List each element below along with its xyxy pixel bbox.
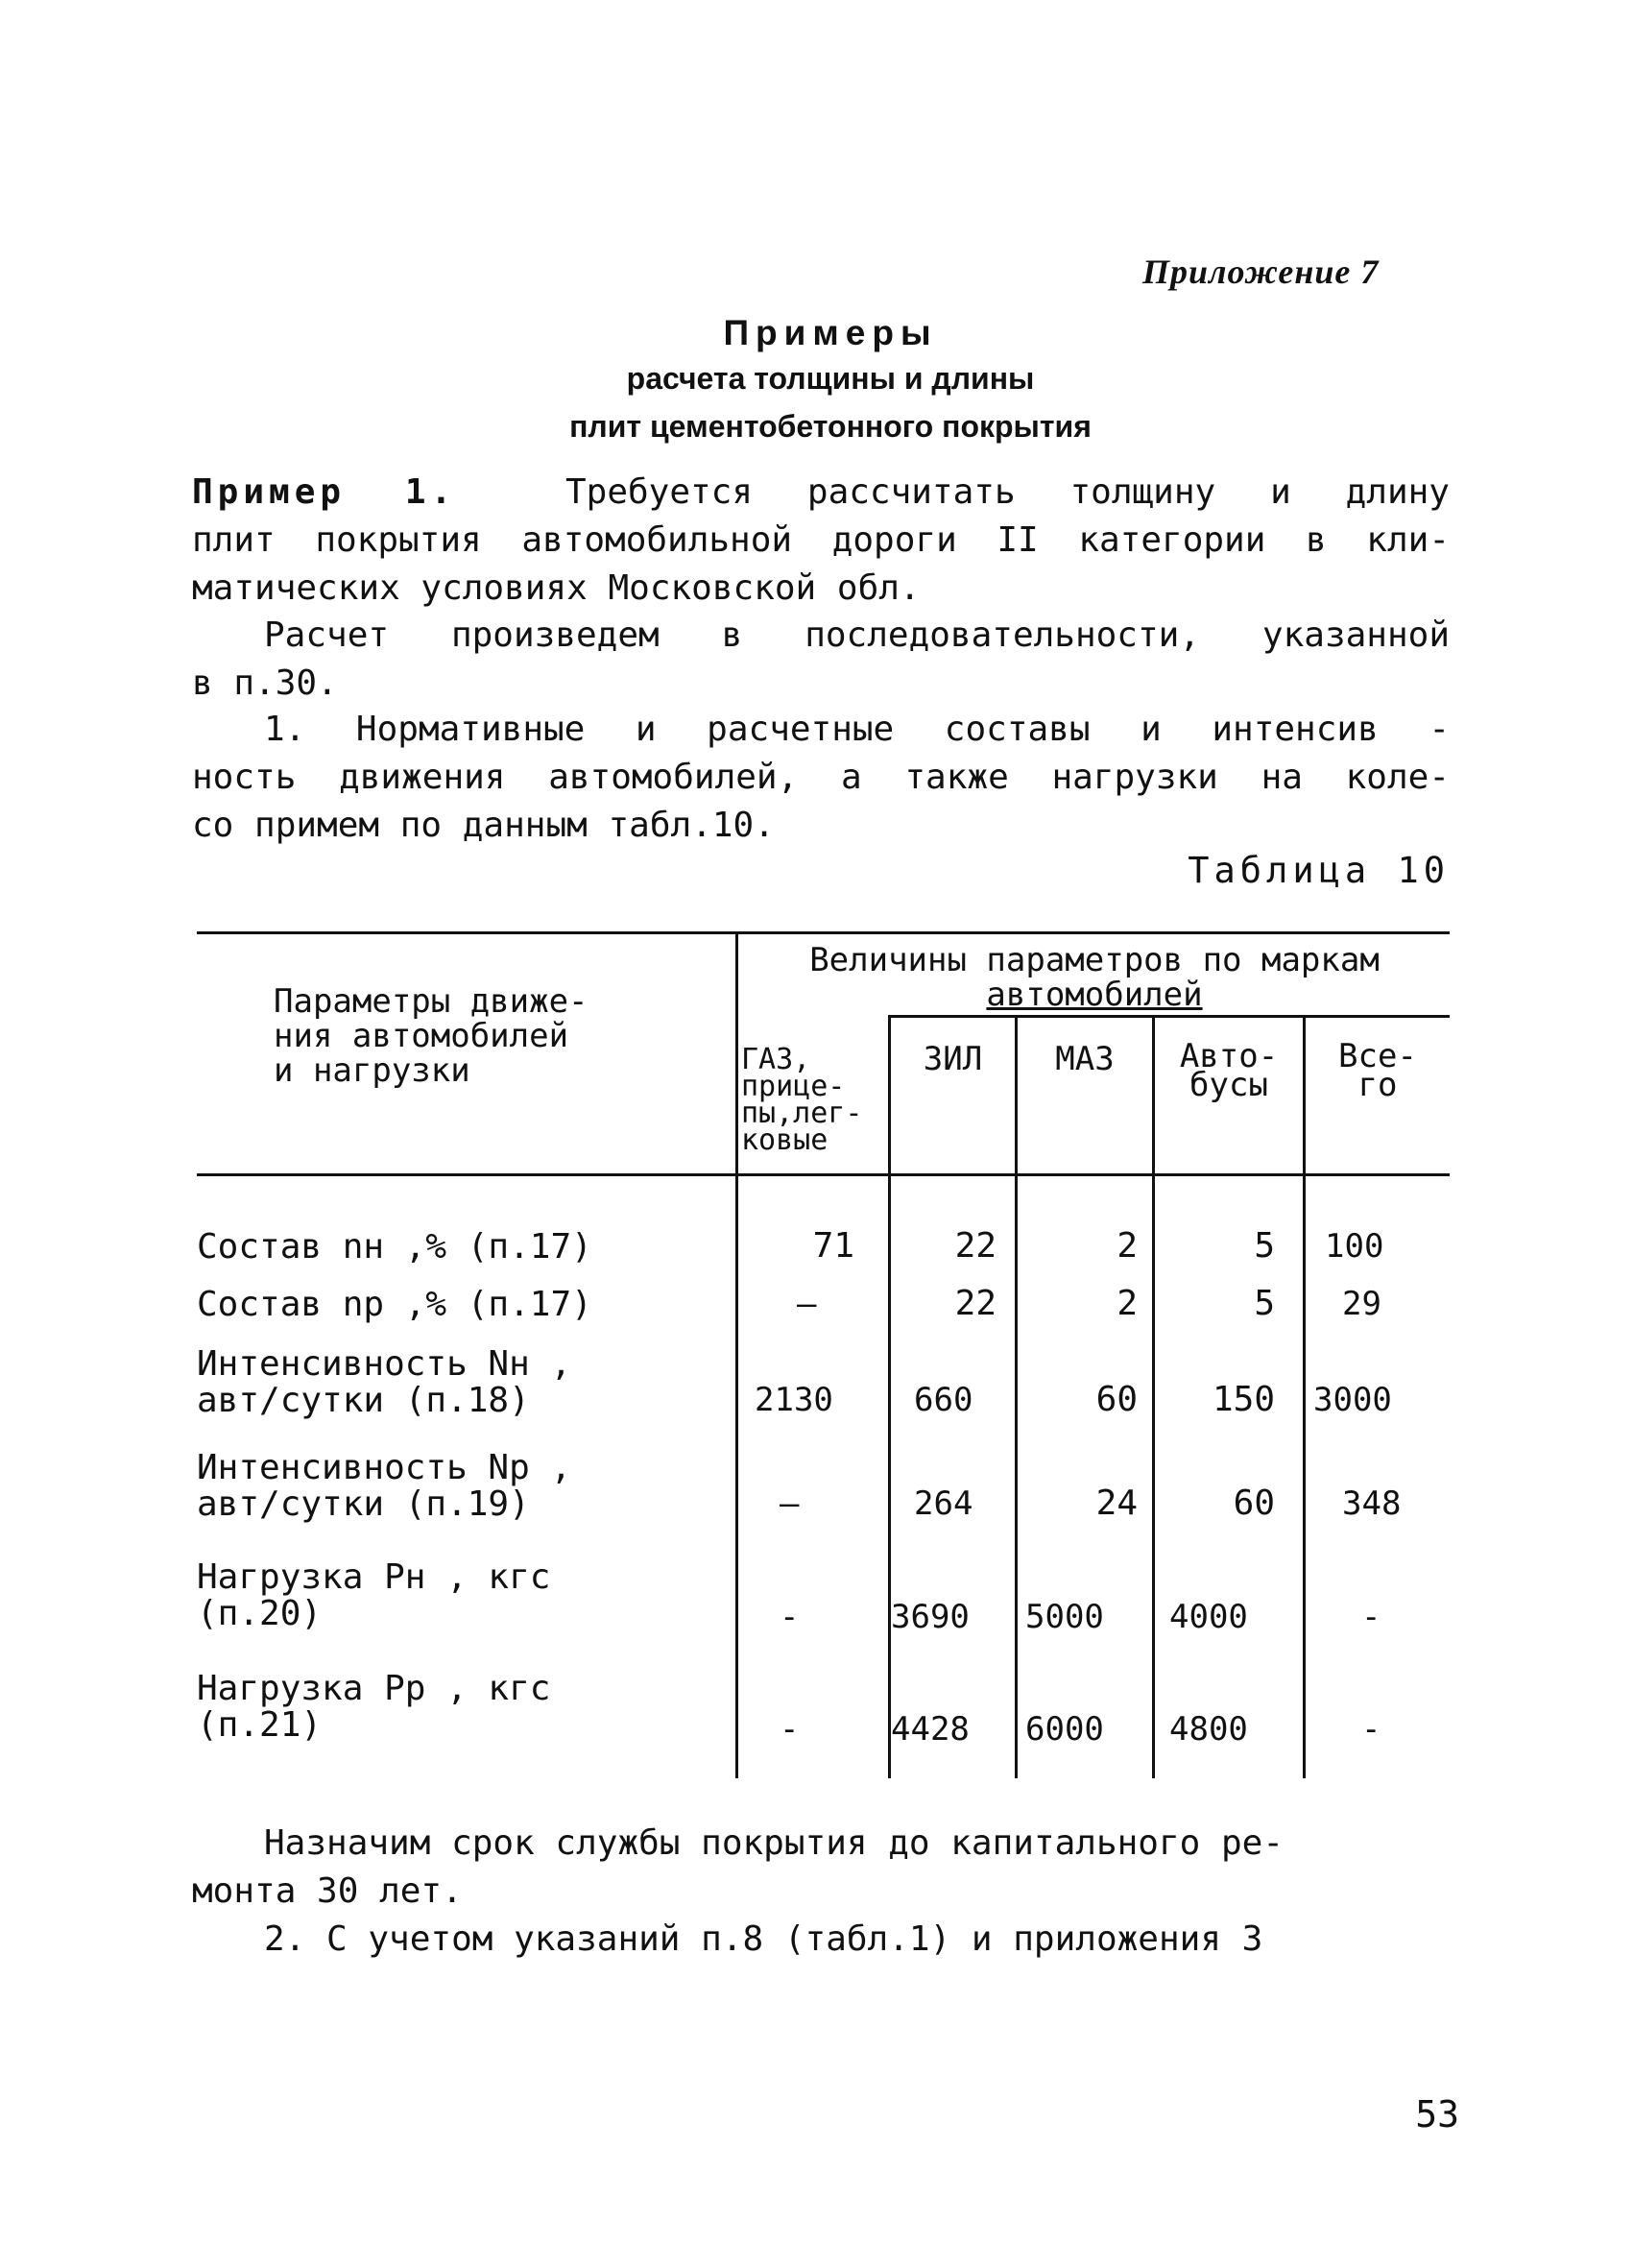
after-table-line-1: Назначим срок службы покрытия до капитального ре- [264, 1823, 1285, 1863]
cell-gaz: 2130 [755, 1381, 833, 1419]
cell-zil: 3690 [891, 1598, 970, 1636]
cell-zil: 660 [914, 1381, 973, 1419]
col-maz-line-1: МАЗ [1055, 1040, 1115, 1078]
row-label-line-2: авт/сутки (п.19) [197, 1484, 530, 1524]
paragraph2-line-2: в п.30. [192, 664, 338, 703]
table-group-rule [888, 1015, 1450, 1018]
cell-maz: 5000 [1025, 1598, 1104, 1636]
section-title [317, 312, 1344, 450]
cell-buses: 4800 [1169, 1710, 1248, 1749]
col-gaz-line-3: пы,лег- [741, 1097, 863, 1130]
head-left-line-2: ния автомобилей [274, 1017, 569, 1055]
column-header-buses [1155, 1037, 1303, 1104]
cell-gaz: – [780, 1484, 800, 1523]
example-lead: Пример 1. [192, 472, 457, 512]
after-table-line-2: монта 30 лет. [192, 1871, 463, 1911]
title-line-2: плит цементобетонного покрытия [569, 409, 1092, 444]
title-main: Примеры [723, 313, 938, 352]
cell-maz: 60 [1095, 1380, 1138, 1419]
cell-buses: 60 [1233, 1484, 1275, 1523]
cell-gaz: 71 [812, 1226, 854, 1266]
head-left-line-3: и нагрузки [274, 1051, 470, 1090]
table-col-divider-4 [1303, 1017, 1306, 1778]
cell-total: - [1361, 1598, 1381, 1636]
cell-total: 348 [1342, 1484, 1402, 1523]
col-total-line-2: го [1357, 1066, 1398, 1104]
cell-buses: 4000 [1169, 1598, 1248, 1636]
table-top-rule [197, 931, 1450, 934]
cell-buses: 150 [1212, 1380, 1275, 1419]
cell-gaz: - [780, 1710, 800, 1749]
col-buses-line-2: бусы [1189, 1066, 1268, 1104]
paragraph1-line-2: плит покрытия автомобильной дороги II категории в кли- [192, 520, 1450, 560]
table-col-divider-0 [735, 933, 738, 1778]
col-gaz-line-1: ГАЗ, [741, 1043, 811, 1076]
cell-maz: 2 [1117, 1226, 1138, 1266]
column-header-total [1306, 1037, 1450, 1104]
row-label-line-2: (п.21) [197, 1705, 323, 1745]
title-line-1: расчета толщины и длины [626, 361, 1035, 396]
paragraph-example-1 [192, 469, 1450, 613]
paragraph3-line-3: со примем по данным табл.10. [192, 806, 775, 845]
cell-buses: 5 [1254, 1284, 1275, 1323]
table-col-divider-1 [888, 1017, 891, 1778]
cell-maz: 2 [1117, 1284, 1138, 1323]
col-total-line-1: Все- [1338, 1037, 1417, 1075]
paragraph1-line-1: Требуется рассчитать толщину и длину [564, 472, 1450, 512]
cell-zil: 22 [954, 1284, 997, 1323]
table-label: Таблица 10 [1188, 850, 1450, 891]
cell-maz: 24 [1095, 1484, 1138, 1523]
head-left-line-1: Параметры движе- [274, 982, 588, 1021]
column-header-maz [1018, 1042, 1152, 1076]
paragraph3-line-2: ность движения автомобилей, а также нагрузки на коле- [192, 758, 1450, 797]
cell-maz: 6000 [1025, 1710, 1104, 1749]
row-label: Состав nн ,% (п.17) [197, 1227, 592, 1267]
head-group-line-2: автомобилей [986, 976, 1203, 1014]
cell-buses: 5 [1254, 1226, 1275, 1266]
row-label-line-1: Интенсивность Nр , [197, 1448, 572, 1487]
table-head-group [739, 943, 1450, 1012]
col-gaz-line-4: ковые [741, 1123, 829, 1157]
cell-total: - [1361, 1710, 1381, 1749]
paragraph-order [192, 612, 1450, 708]
cell-total: 29 [1342, 1285, 1381, 1323]
cell-total: 100 [1325, 1227, 1384, 1266]
row-label-line-1: Нагрузка Рр , кгс [197, 1669, 551, 1708]
after-table-text [192, 1820, 1450, 1964]
col-gaz-line-2: прице- [741, 1070, 846, 1103]
column-header-zil [891, 1042, 1015, 1076]
head-group-line-1: Величины параметров по маркам [809, 941, 1380, 979]
row-label-line-1: Интенсивность Nн , [197, 1344, 572, 1384]
row-label-line-2: авт/сутки (п.18) [197, 1381, 530, 1420]
cell-zil: 4428 [891, 1710, 970, 1749]
paragraph-step-1 [192, 706, 1450, 850]
appendix-label: Приложение 7 [1142, 253, 1380, 291]
cell-gaz: - [780, 1598, 800, 1636]
page-number: 53 [1415, 2093, 1459, 2135]
row-label: Состав nр ,% (п.17) [197, 1285, 592, 1324]
cell-zil: 264 [914, 1484, 973, 1523]
paragraph1-line-3: матических условиях Московской обл. [192, 568, 921, 608]
row-label-line-1: Нагрузка Рн , кгс [197, 1557, 551, 1597]
after-table-line-3: 2. С учетом указаний п.8 (табл.1) и приложения 3 [264, 1919, 1263, 1959]
column-header-gaz [741, 1043, 885, 1157]
cell-gaz: – [797, 1285, 817, 1323]
paragraph2-line-1: Расчет произведем в последовательности, указанной [264, 615, 1450, 655]
col-buses-line-1: Авто- [1179, 1037, 1279, 1075]
cell-zil: 22 [954, 1226, 997, 1266]
table-header-rule [197, 1173, 1450, 1176]
paragraph3-line-1: 1. Нормативные и расчетные составы и интенсив - [264, 710, 1450, 749]
table-head-parameters [274, 984, 715, 1088]
cell-total: 3000 [1313, 1381, 1392, 1419]
col-zil-line-1: ЗИЛ [923, 1040, 983, 1078]
row-label-line-2: (п.20) [197, 1594, 323, 1633]
